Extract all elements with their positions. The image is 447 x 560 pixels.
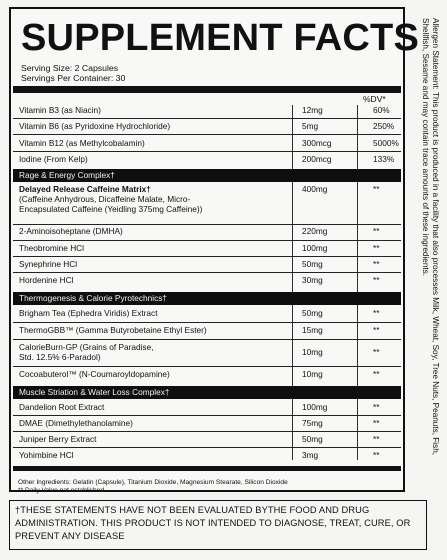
ingredient-name: Synephrine HCl [19, 259, 78, 269]
section-header-striation: Muscle Striation & Water Loss Complex† [13, 386, 401, 399]
ingredient-row [13, 403, 401, 416]
ingredient-row [13, 435, 401, 448]
thick-rule-bottom [13, 466, 401, 471]
ingredient-name: ThermoGBB™ (Gamma Butyrobetaine Ethyl Ester) [19, 325, 207, 335]
ingredient-amount: 100mg [302, 243, 328, 253]
nutrient-amount: 200mcg [302, 154, 332, 164]
fda-disclaimer: †THESE STATEMENTS HAVE NOT BEEN EVALUATED BYTHE FOOD AND DRUG ADMINISTRATION. THIS PRODUCT IS NOT INTENDED TO DIAGNOSE, TREAT, CURE, OR PREVENT ANY DISEASE [9, 500, 427, 550]
ingredient-name: Theobromine HCl [19, 243, 85, 253]
ingredient-row [13, 419, 401, 432]
nutrient-row [13, 106, 401, 119]
nutrient-dv: 250% [373, 121, 395, 131]
ingredient-detail: (Caffeine Anhydrous, Dicaffeine Malate, Micro- [19, 194, 191, 204]
ingredient-amount: 3mg [302, 450, 319, 460]
ingredient-dv: ** [373, 259, 380, 269]
ingredient-amount: 10mg [302, 347, 323, 357]
nutrient-amount: 12mg [302, 105, 323, 115]
ingredient-name: Delayed Release Caffeine Matrix† [19, 184, 151, 194]
ingredient-dv: ** [373, 450, 380, 460]
servings-per-container: Servings Per Container: 30 [21, 73, 126, 83]
ingredient-row [13, 260, 401, 273]
ingredient-detail: Encapsulated Caffeine (Yeidling 375mg Caffeine)) [19, 204, 203, 214]
ingredient-name: Yohimbine HCl [19, 450, 74, 460]
ingredient-row [13, 370, 401, 384]
ingredient-name: CalorieBurn-GP (Grains of Paradise, [19, 342, 154, 352]
ingredient-amount: 30mg [302, 275, 323, 285]
ingredient-name: Cocoabuterol™ (N-Coumaroyldopamine) [19, 369, 170, 379]
ingredient-name: DMAE (Dimethylethanolamine) [19, 418, 133, 428]
ingredient-dv: ** [373, 226, 380, 236]
ingredient-name: 2-Aminoisoheptane (DMHA) [19, 226, 123, 236]
nutrient-amount: 5mg [302, 121, 319, 131]
ingredient-row [13, 185, 401, 225]
nutrient-dv: 133% [373, 154, 395, 164]
ingredient-amount: 10mg [302, 369, 323, 379]
serving-size: Serving Size: 2 Capsules [21, 63, 119, 73]
nutrient-name: Vitamin B12 (as Methylcobalamin) [19, 138, 145, 148]
ingredient-dv: ** [373, 402, 380, 412]
ingredient-dv: ** [373, 347, 380, 357]
allergen-statement: Allergen Statement: This product is produced in a facility that also processes Milk, Wheat, Soy, Tree Nuts, Peanuts, Fish, Shellfish, Sesame and may contain trace amounts of these ingredients. [421, 18, 440, 456]
nutrient-name: Iodine (From Kelp) [19, 154, 88, 164]
ingredient-amount: 50mg [302, 308, 323, 318]
ingredient-name: Dandelion Root Extract [19, 402, 105, 412]
ingredient-amount: 400mg [302, 184, 328, 194]
nutrient-amount: 300mcg [302, 138, 332, 148]
ingredient-amount: 220mg [302, 226, 328, 236]
section-header-energy: Rage & Energy Complex† [13, 169, 401, 182]
ingredient-dv: ** [373, 434, 380, 444]
nutrient-row [13, 139, 401, 152]
ingredient-name: Brigham Tea (Ephedra Viridis) Extract [19, 308, 158, 318]
section-header-thermogenesis: Thermogenesis & Calorie Pyrotechnics† [13, 292, 401, 305]
ingredient-amount: 75mg [302, 418, 323, 428]
nutrient-name: Vitamin B3 (as Niacin) [19, 105, 101, 115]
ingredient-dv: ** [373, 418, 380, 428]
serving-info [21, 63, 401, 83]
ingredient-amount: 50mg [302, 434, 323, 444]
ingredient-amount: 50mg [302, 259, 323, 269]
ingredient-row [13, 227, 401, 241]
nutrient-name: Vitamin B6 (as Pyridoxine Hydrochloride) [19, 121, 171, 131]
other-ingredients: Other Ingredients: Gelatin (Capsule), Titanium Dioxide, Magnesium Stearate, Silicon Dioxide [18, 479, 288, 486]
allergen-statement-column [410, 18, 442, 488]
ingredient-amount: 100mg [302, 402, 328, 412]
nutrient-dv: 5000% [373, 138, 399, 148]
nutrient-row [13, 122, 401, 135]
thick-rule-top [13, 86, 401, 93]
ingredient-row [13, 244, 401, 257]
ingredient-dv: ** [373, 275, 380, 285]
ingredient-dv: ** [373, 243, 380, 253]
ingredient-row [13, 276, 401, 289]
nutrient-dv: 60% [373, 105, 390, 115]
ingredient-row [13, 326, 401, 340]
ingredient-row [13, 451, 401, 464]
daily-value-note: ** Daily Value not established [18, 487, 105, 494]
ingredient-dv: ** [373, 369, 380, 379]
ingredient-name-cont: Std. 12.5% 6-Paradol) [19, 352, 101, 362]
daily-value-header: %DV* [363, 94, 386, 104]
ingredient-dv: ** [373, 308, 380, 318]
footnotes [18, 479, 398, 495]
ingredient-name: Juniper Berry Extract [19, 434, 97, 444]
ingredient-amount: 15mg [302, 325, 323, 335]
panel-title: SUPPLEMENT FACTS [21, 17, 420, 59]
ingredient-name: Hordenine HCl [19, 275, 74, 285]
ingredient-row [13, 343, 401, 367]
supplement-facts-panel [9, 7, 420, 494]
ingredient-dv: ** [373, 184, 380, 194]
ingredient-dv: ** [373, 325, 380, 335]
ingredient-row [13, 309, 401, 323]
nutrient-row [13, 155, 401, 167]
